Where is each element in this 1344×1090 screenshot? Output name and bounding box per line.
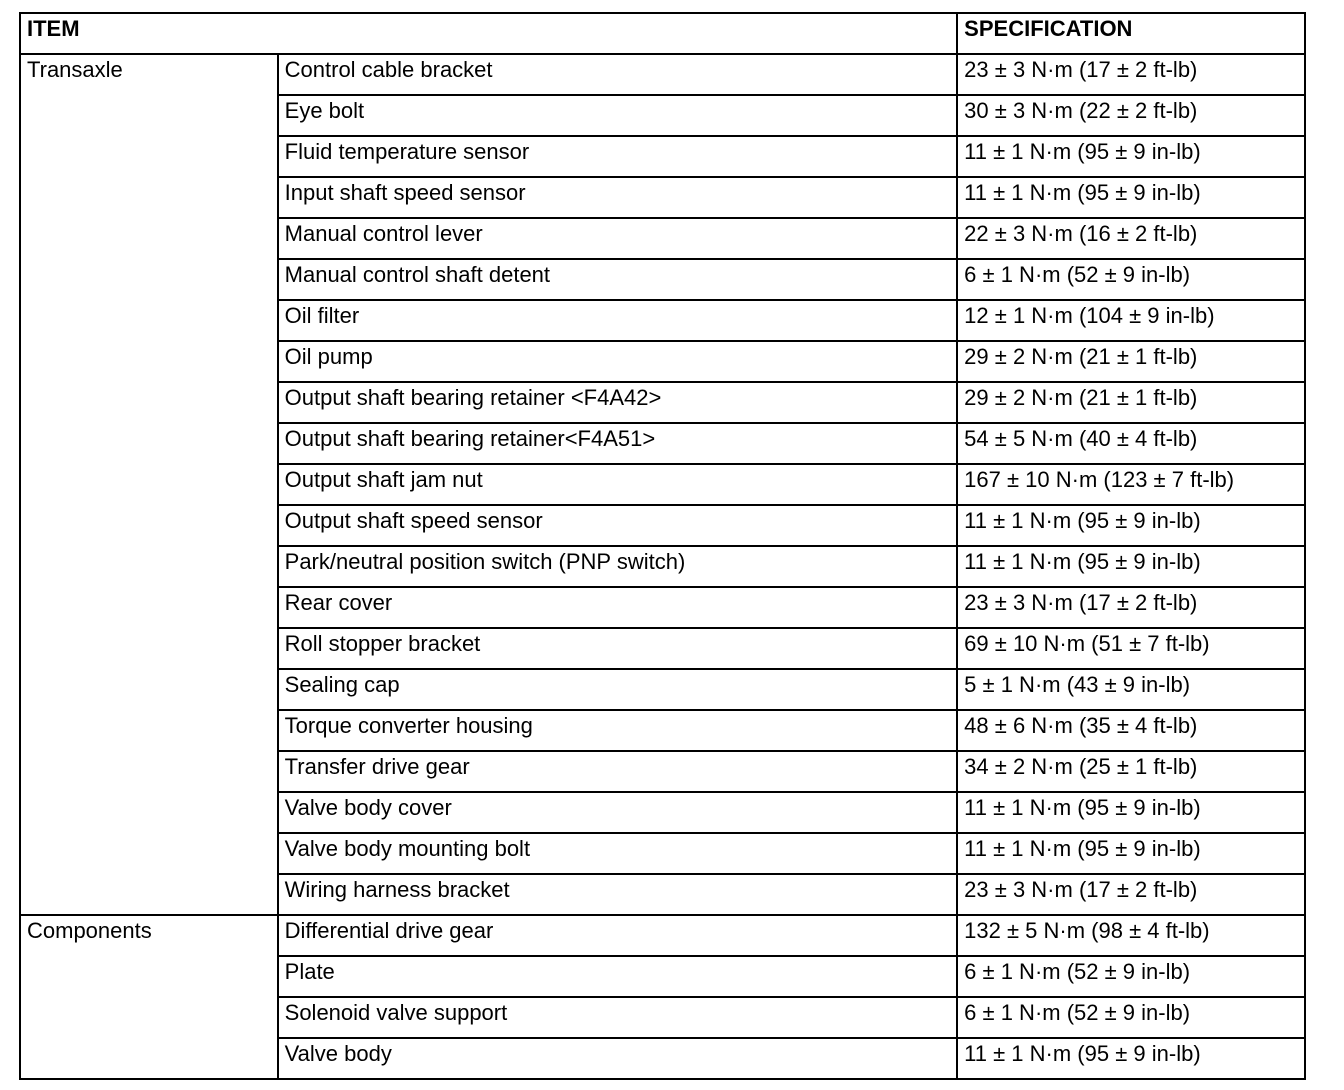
group-name: Components: [20, 915, 278, 1079]
spec-cell: 5 ± 1 N·m (43 ± 9 in-lb): [957, 669, 1305, 710]
item-cell: Valve body cover: [278, 792, 958, 833]
spec-cell: 6 ± 1 N·m (52 ± 9 in-lb): [957, 997, 1305, 1038]
spec-cell: 11 ± 1 N·m (95 ± 9 in-lb): [957, 1038, 1305, 1079]
item-cell: Eye bolt: [278, 95, 958, 136]
group-name: Transaxle: [20, 54, 278, 915]
spec-cell: 23 ± 3 N·m (17 ± 2 ft-lb): [957, 874, 1305, 915]
item-cell: Output shaft bearing retainer <F4A42>: [278, 382, 958, 423]
spec-cell: 11 ± 1 N·m (95 ± 9 in-lb): [957, 833, 1305, 874]
item-cell: Output shaft jam nut: [278, 464, 958, 505]
spec-cell: 34 ± 2 N·m (25 ± 1 ft-lb): [957, 751, 1305, 792]
spec-cell: 12 ± 1 N·m (104 ± 9 in-lb): [957, 300, 1305, 341]
item-cell: Torque converter housing: [278, 710, 958, 751]
spec-cell: 23 ± 3 N·m (17 ± 2 ft-lb): [957, 54, 1305, 95]
spec-cell: 29 ± 2 N·m (21 ± 1 ft-lb): [957, 341, 1305, 382]
item-cell: Oil filter: [278, 300, 958, 341]
item-cell: Oil pump: [278, 341, 958, 382]
item-cell: Control cable bracket: [278, 54, 958, 95]
item-cell: Transfer drive gear: [278, 751, 958, 792]
item-cell: Plate: [278, 956, 958, 997]
item-cell: Park/neutral position switch (PNP switch): [278, 546, 958, 587]
spec-cell: 69 ± 10 N·m (51 ± 7 ft-lb): [957, 628, 1305, 669]
table-row: [20, 54, 1305, 95]
header-item: ITEM: [20, 13, 957, 54]
spec-cell: 6 ± 1 N·m (52 ± 9 in-lb): [957, 259, 1305, 300]
item-cell: Differential drive gear: [278, 915, 958, 956]
item-cell: Wiring harness bracket: [278, 874, 958, 915]
spec-cell: 6 ± 1 N·m (52 ± 9 in-lb): [957, 956, 1305, 997]
spec-cell: 11 ± 1 N·m (95 ± 9 in-lb): [957, 177, 1305, 218]
spec-cell: 11 ± 1 N·m (95 ± 9 in-lb): [957, 136, 1305, 177]
item-cell: Valve body: [278, 1038, 958, 1079]
item-cell: Input shaft speed sensor: [278, 177, 958, 218]
item-cell: Manual control lever: [278, 218, 958, 259]
spec-cell: 23 ± 3 N·m (17 ± 2 ft-lb): [957, 587, 1305, 628]
header-row: [20, 13, 1305, 54]
header-specification: SPECIFICATION: [957, 13, 1305, 54]
item-cell: Fluid temperature sensor: [278, 136, 958, 177]
item-cell: Output shaft speed sensor: [278, 505, 958, 546]
item-cell: Valve body mounting bolt: [278, 833, 958, 874]
spec-cell: 22 ± 3 N·m (16 ± 2 ft-lb): [957, 218, 1305, 259]
item-cell: Roll stopper bracket: [278, 628, 958, 669]
item-cell: Output shaft bearing retainer<F4A51>: [278, 423, 958, 464]
spec-cell: 132 ± 5 N·m (98 ± 4 ft-lb): [957, 915, 1305, 956]
item-cell: Rear cover: [278, 587, 958, 628]
spec-cell: 29 ± 2 N·m (21 ± 1 ft-lb): [957, 382, 1305, 423]
item-cell: Manual control shaft detent: [278, 259, 958, 300]
torque-spec-table: [19, 12, 1306, 1080]
spec-cell: 30 ± 3 N·m (22 ± 2 ft-lb): [957, 95, 1305, 136]
table-row: [20, 915, 1305, 956]
spec-cell: 167 ± 10 N·m (123 ± 7 ft-lb): [957, 464, 1305, 505]
item-cell: Solenoid valve support: [278, 997, 958, 1038]
item-cell: Sealing cap: [278, 669, 958, 710]
spec-cell: 54 ± 5 N·m (40 ± 4 ft-lb): [957, 423, 1305, 464]
spec-cell: 48 ± 6 N·m (35 ± 4 ft-lb): [957, 710, 1305, 751]
spec-cell: 11 ± 1 N·m (95 ± 9 in-lb): [957, 546, 1305, 587]
spec-cell: 11 ± 1 N·m (95 ± 9 in-lb): [957, 505, 1305, 546]
spec-cell: 11 ± 1 N·m (95 ± 9 in-lb): [957, 792, 1305, 833]
